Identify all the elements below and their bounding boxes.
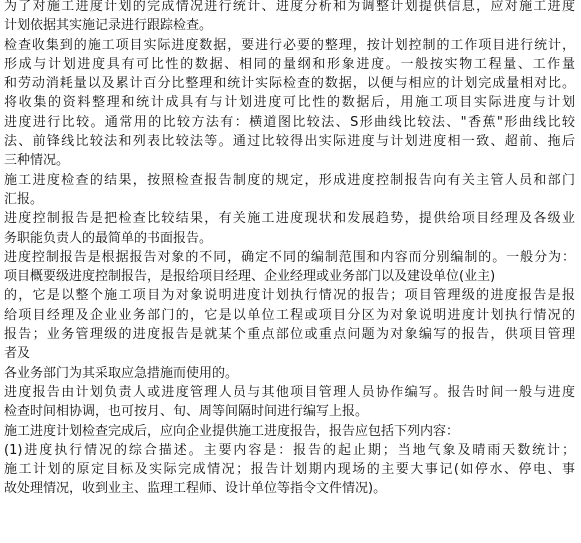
text-line: 的，它是以整个施工项目为对象说明进度计划执行情况的报告；项目管理级的进度报告是报 [4, 288, 575, 304]
text-line: 为了对施工进度计划的完成情况进行统计、进度分析和为调整计划提供信息，应对施工进度 [4, 0, 575, 14]
text-line: 和劳动消耗量以及累计百分比整理和统计实际检查的数据，以便与相应的计划完成量相对比。 [4, 76, 575, 92]
text-line: 故处理情况，收到业主、监理工程师、设计单位等指令文件情况)。 [4, 481, 387, 497]
text-line: 者及 [4, 346, 31, 362]
text-line: 给项目经理及企业业务部门的，它是以单位工程或项目分区为对象说明进度计划执行情况的 [4, 307, 575, 323]
text-line: 进度控制报告是根据报告对象的不同，确定不同的编制范围和内容而分别编制的。一般分为： [4, 249, 575, 265]
text-line: 计划依据其实施记录进行跟踪检查。 [4, 18, 213, 34]
text-line: 务职能负责人的最简单的书面报告。 [4, 230, 213, 246]
text-line: 汇报。 [4, 191, 44, 207]
text-line: 施工计划的原定目标及实际完成情况；报告计划期内现场的主要大事记(如停水、停电、事 [4, 462, 575, 478]
text-line: 项目概要级进度控制报告，是报给项目经理、企业经理或业务部门以及建设单位(业主) [4, 269, 496, 285]
text-line: 进度进行比较。通常用的比较方法有：横道图比较法、S形曲线比较法、"香蕉"形曲线比较 [4, 114, 575, 130]
text-line: 进度控制报告是把检查比较结果，有关施工进度现状和发展趋势，提供给项目经理及各级业 [4, 211, 575, 227]
text-line: 三种情况。 [4, 153, 70, 169]
text-line: 将收集的资料整理和统计成具有与计划进度可比性的数据后，用施工项目实际进度与计划 [4, 95, 575, 111]
text-line: 检查收集到的施工项目实际进度数据，要进行必要的整理，按计划控制的工作项目进行统计， [4, 37, 575, 53]
text-line: 形成与计划进度具有可比性的数据、相同的量纲和形象进度。一般按实物工程量、工作量 [4, 56, 575, 72]
text-line: 各业务部门为其采取应急措施而使用的。 [4, 365, 239, 381]
text-line: (1)进度执行情况的综合描述。主要内容是：报告的起止期；当地气象及晴雨天数统计； [4, 442, 575, 458]
text-line: 进度报告由计划负责人或进度管理人员与其他项目管理人员协作编写。报告时间一般与进度 [4, 384, 575, 400]
text-line: 检查时间相协调，也可按月、旬、周等间隔时间进行编写上报。 [4, 404, 369, 420]
text-line: 法、前锋线比较法和列表比较法等。通过比较得出实际进度与计划进度相一致、超前、拖后 [4, 134, 575, 150]
text-line: 施工进度检查的结果，按照检查报告制度的规定，形成进度控制报告向有关主管人员和部门 [4, 172, 575, 188]
text-line: 报告；业务管理级的进度报告是就某个重点部位或重点问题为对象编写的报告，供项目管理 [4, 327, 575, 343]
text-line: 施工进度计划检查完成后，应向企业提供施工进度报告，报告应包括下列内容： [4, 423, 460, 439]
